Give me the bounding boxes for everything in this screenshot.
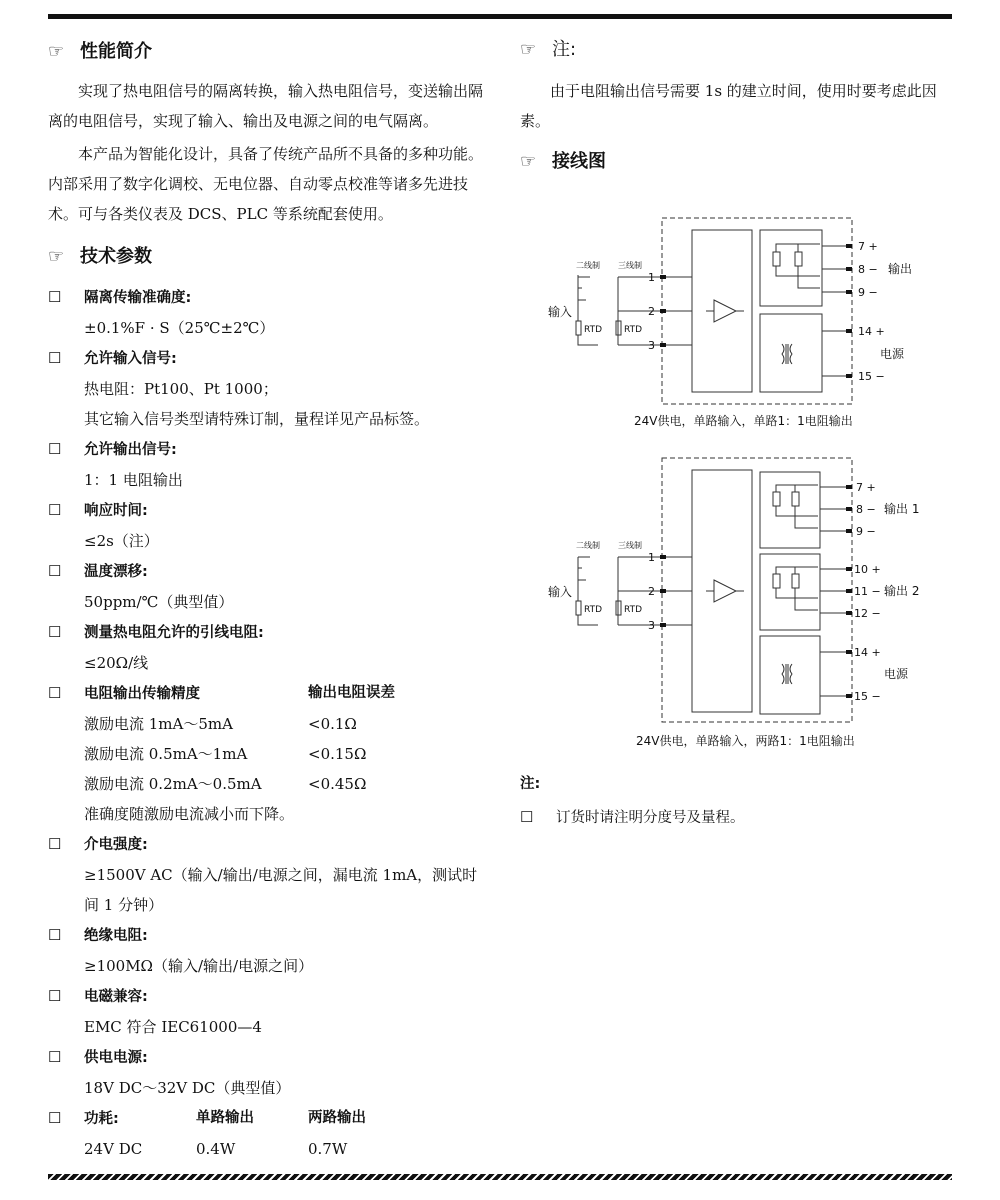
rtd-label: RTD bbox=[584, 325, 603, 335]
spec-input-value-2: 其它输入信号类型请特殊订制，量程详见产品标签。 bbox=[84, 410, 430, 428]
transformer-icon bbox=[782, 664, 792, 684]
spec-accuracy: ☐ 隔离传输准确度: bbox=[48, 282, 488, 313]
output-1-block bbox=[760, 472, 820, 548]
two-wire-label: 二线制 bbox=[576, 541, 600, 550]
checkbox-icon: ☐ bbox=[520, 808, 534, 826]
output-2-label: 输出 2 bbox=[884, 584, 920, 598]
top-rule bbox=[48, 14, 952, 19]
power-label: 电源 bbox=[880, 347, 905, 361]
pin-label: 15 − bbox=[854, 690, 881, 703]
pin-label: 11 − bbox=[854, 585, 881, 598]
spec-response: ☐ 响应时间: bbox=[48, 495, 488, 526]
three-wire-label: 三线制 bbox=[618, 541, 642, 550]
resistor-icon bbox=[773, 492, 780, 506]
rtd-resistor-icon bbox=[576, 321, 581, 335]
pointing-hand-icon: ☞ bbox=[520, 151, 537, 172]
bottom-rule bbox=[48, 1174, 952, 1180]
output-block bbox=[760, 230, 822, 306]
section-spec-heading: ☞ 技术参数 bbox=[48, 239, 488, 275]
spec-emc: ☐ 电磁兼容: bbox=[48, 981, 488, 1012]
pin-label: 8 − bbox=[856, 503, 876, 516]
spec-emc-value: EMC 符合 IEC61000—4 bbox=[84, 1018, 262, 1036]
left-column bbox=[48, 30, 488, 1164]
two-wire-label: 二线制 bbox=[576, 261, 600, 270]
checkbox-icon: ☐ bbox=[48, 1109, 62, 1127]
resistor-icon bbox=[792, 574, 799, 588]
output-2-block bbox=[760, 554, 820, 630]
spec-drift-value: 50ppm/℃（典型值） bbox=[84, 593, 234, 611]
power-label: 电源 bbox=[884, 667, 909, 681]
intro-paragraph-1: 实现了热电阻信号的隔离转换，输入热电阻信号，变送输出隔离的电阻信号，实现了输入、输出及电源之间的电气隔离。 bbox=[48, 82, 484, 130]
spec-output: ☐ 允许输出信号: bbox=[48, 434, 488, 465]
input-label: 输入 bbox=[548, 305, 573, 319]
resistor-icon bbox=[773, 574, 780, 588]
note-text: 由于电阻输出信号需要 1s 的建立时间，使用时要考虑此因素。 bbox=[520, 82, 937, 130]
order-note bbox=[520, 770, 956, 833]
res-row: 激励电流 1mA～5mA <0.1Ω bbox=[84, 715, 357, 733]
spec-lead-value: ≤20Ω/线 bbox=[84, 654, 149, 672]
output-1-label: 输出 1 bbox=[884, 502, 920, 516]
consumption-dual-header: 两路输出 bbox=[308, 1110, 366, 1126]
wiring-diagram-1 bbox=[520, 200, 956, 440]
spec-dielectric-value-2: 间 1 分钟） bbox=[84, 896, 164, 914]
spec-resistance-accuracy: ☐ 电阻输出传输精度 输出电阻误差 bbox=[48, 678, 488, 709]
spec-response-value: ≤2s（注） bbox=[84, 532, 159, 550]
spec-input: ☐ 允许输入信号: bbox=[48, 343, 488, 374]
checkbox-icon: ☐ bbox=[48, 440, 62, 458]
section-intro-heading: ☞ 性能简介 bbox=[48, 34, 488, 70]
rtd-label: RTD bbox=[624, 325, 643, 335]
pin-label: 3 bbox=[648, 619, 655, 632]
spec-power: ☐ 供电电源: bbox=[48, 1042, 488, 1073]
checkbox-icon: ☐ bbox=[48, 987, 62, 1005]
pin-label: 1 bbox=[648, 271, 655, 284]
spec-power-value: 18V DC～32V DC（典型值） bbox=[84, 1079, 291, 1097]
pointing-hand-icon: ☞ bbox=[520, 39, 537, 60]
spec-insulation-value: ≥100MΩ（输入/输出/电源之间） bbox=[84, 957, 314, 975]
consumption-single-header: 单路输出 bbox=[196, 1110, 254, 1126]
section-note-heading: ☞ 注: bbox=[520, 32, 956, 68]
pin-label: 12 − bbox=[854, 607, 881, 620]
checkbox-icon: ☐ bbox=[48, 684, 62, 702]
pointing-hand-icon: ☞ bbox=[48, 41, 65, 62]
output-label: 输出 bbox=[888, 262, 913, 276]
three-wire-label: 三线制 bbox=[618, 261, 642, 270]
consumption-row: 24V DC 0.4W 0.7W bbox=[84, 1140, 348, 1158]
checkbox-icon: ☐ bbox=[48, 288, 62, 306]
spec-dielectric: ☐ 介电强度: bbox=[48, 829, 488, 860]
res-error-header: 输出电阻误差 bbox=[308, 685, 395, 701]
checkbox-icon: ☐ bbox=[48, 501, 62, 519]
pin-label: 7 + bbox=[858, 240, 878, 253]
order-note-title: 注: bbox=[520, 776, 541, 792]
spec-dielectric-value-1: ≥1500V AC（输入/输出/电源之间，漏电流 1mA，测试时 bbox=[84, 866, 478, 884]
checkbox-icon: ☐ bbox=[48, 835, 62, 853]
spec-insulation: ☐ 绝缘电阻: bbox=[48, 920, 488, 951]
pointing-hand-icon: ☞ bbox=[48, 246, 65, 267]
pin-label: 2 bbox=[648, 585, 655, 598]
intro-paragraph-2: 本产品为智能化设计，具备了传统产品所不具备的多种功能。内部采用了数字化调校、无电位器、自动零点校准等诸多先进技术。可与各类仪表及 DCS、PLC 等系统配套使用。 bbox=[48, 145, 484, 223]
right-column bbox=[520, 30, 956, 180]
section-wiring-heading: ☞ 接线图 bbox=[520, 144, 956, 180]
resistor-icon bbox=[773, 252, 780, 266]
wiring-diagram-2 bbox=[520, 450, 956, 760]
spec-accuracy-value: ±0.1%F · S（25℃±2℃） bbox=[84, 319, 275, 337]
amplifier-icon bbox=[714, 300, 736, 322]
checkbox-icon: ☐ bbox=[48, 349, 62, 367]
spec-input-value-1: 热电阻：Pt100、Pt 1000； bbox=[84, 380, 278, 398]
transformer-icon bbox=[782, 344, 792, 364]
power-block bbox=[760, 636, 820, 714]
module-outline bbox=[662, 458, 852, 722]
rtd-label: RTD bbox=[624, 605, 643, 615]
pin-label: 8 − bbox=[858, 263, 878, 276]
rtd-resistor-icon bbox=[576, 601, 581, 615]
pin-label: 15 − bbox=[858, 370, 885, 383]
resistor-icon bbox=[795, 252, 802, 266]
input-label: 输入 bbox=[548, 585, 573, 599]
pin-label: 9 − bbox=[856, 525, 876, 538]
pin-label: 14 + bbox=[854, 646, 881, 659]
res-row: 激励电流 0.5mA～1mA <0.15Ω bbox=[84, 745, 367, 763]
checkbox-icon: ☐ bbox=[48, 623, 62, 641]
order-note-item: ☐ 订货时请注明分度号及量程。 bbox=[520, 802, 956, 833]
res-row: 激励电流 0.2mA～0.5mA <0.45Ω bbox=[84, 775, 367, 793]
pin-label: 2 bbox=[648, 305, 655, 318]
checkbox-icon: ☐ bbox=[48, 562, 62, 580]
spec-output-value: 1：1 电阻输出 bbox=[84, 471, 183, 489]
res-note: 准确度随激励电流减小而下降。 bbox=[84, 805, 295, 823]
pin-label: 3 bbox=[648, 339, 655, 352]
checkbox-icon: ☐ bbox=[48, 926, 62, 944]
rtd-label: RTD bbox=[584, 605, 603, 615]
diagram-1-caption: 24V供电，单路输入，单路1：1电阻输出 bbox=[634, 414, 853, 428]
pin-label: 1 bbox=[648, 551, 655, 564]
pin-label: 7 + bbox=[856, 481, 876, 494]
spec-lead-resistance: ☐ 测量热电阻允许的引线电阻: bbox=[48, 617, 488, 648]
pin-label: 14 + bbox=[858, 325, 885, 338]
checkbox-icon: ☐ bbox=[48, 1048, 62, 1066]
pin-label: 10 + bbox=[854, 563, 881, 576]
pin-label: 9 − bbox=[858, 286, 878, 299]
diagram-2-caption: 24V供电，单路输入，两路1：1电阻输出 bbox=[636, 734, 855, 748]
resistor-icon bbox=[792, 492, 799, 506]
spec-consumption: ☐ 功耗: 单路输出 两路输出 bbox=[48, 1103, 488, 1134]
spec-drift: ☐ 温度漂移: bbox=[48, 556, 488, 587]
amplifier-icon bbox=[714, 580, 736, 602]
